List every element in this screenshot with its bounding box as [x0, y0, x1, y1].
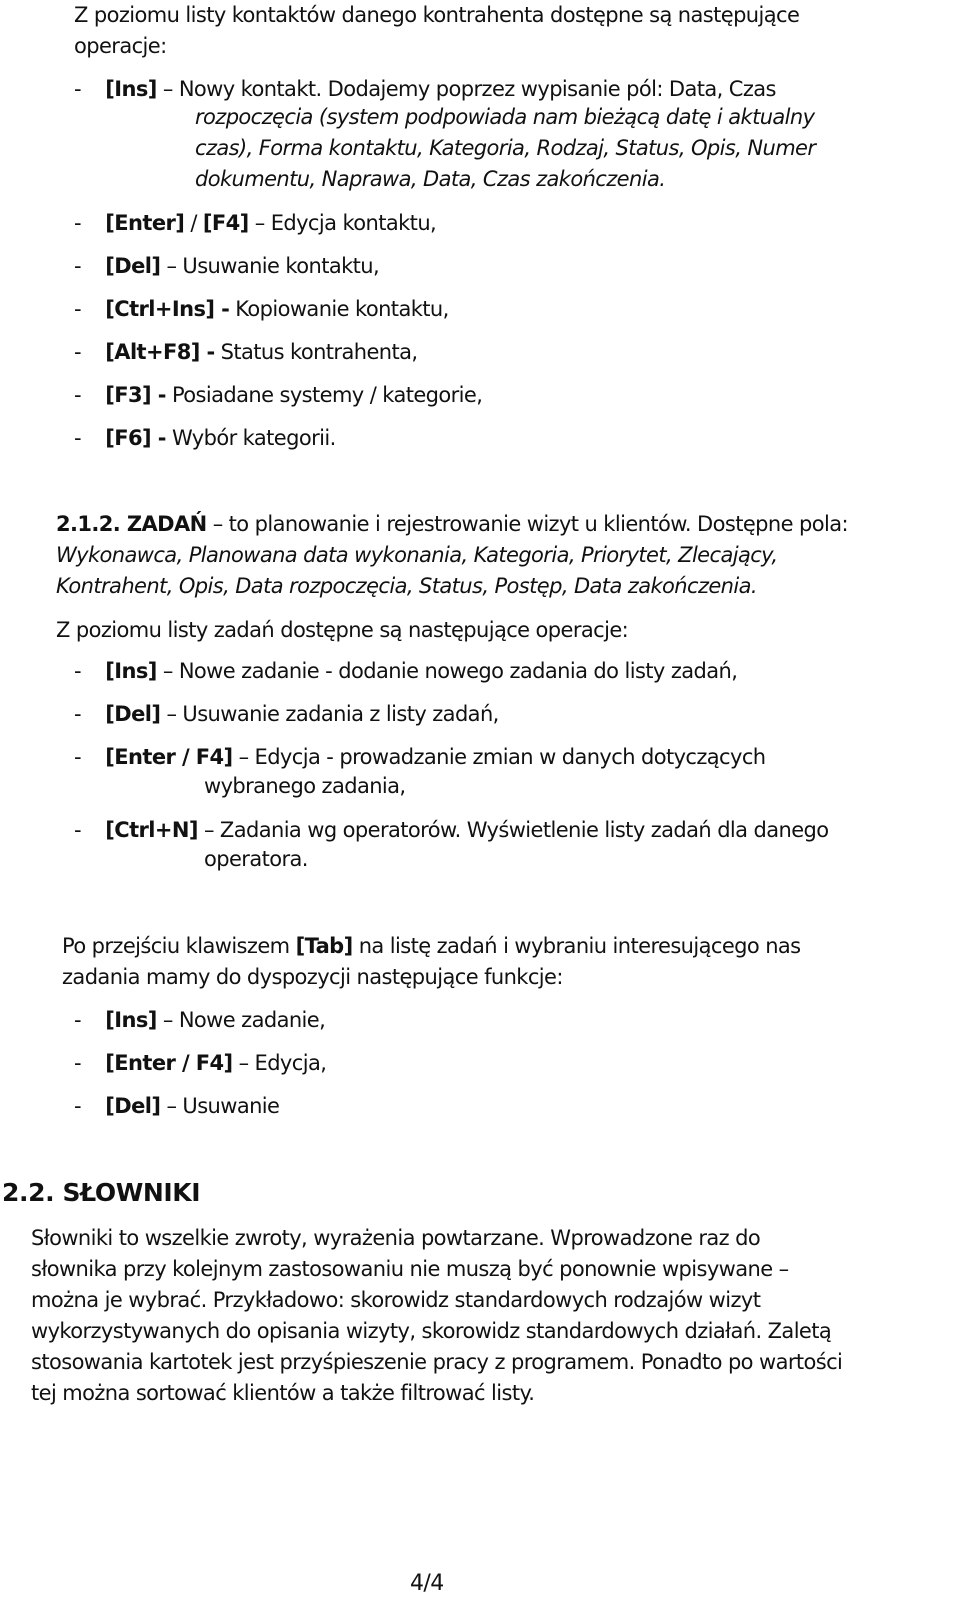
- key-del: [Del]: [105, 1094, 161, 1118]
- op-text: Status kontrahenta,: [220, 340, 418, 364]
- key-alt-f8: [Alt+F8] -: [105, 340, 215, 364]
- tasks-heading: 2.1.2. ZADAŃ: [56, 512, 207, 536]
- op-text: – Nowy kontakt. Dodajemy poprzez wypisanie pól: Data, Czas: [162, 77, 776, 101]
- bullet-dash: -: [74, 702, 81, 726]
- task-op-enter-f4-cont: wybranego zadania,: [204, 774, 406, 798]
- dict-line-6: tej można sortować klientów a także filtrować listy.: [31, 1381, 535, 1405]
- contact-ins-cont-1: rozpoczęcia (system podpowiada nam bieżącą datę i aktualny: [195, 105, 815, 129]
- op-text: – Usuwanie zadania z listy zadań,: [166, 702, 499, 726]
- func-text: – Edycja,: [238, 1051, 327, 1075]
- key-ctrl-ins: [Ctrl+Ins] -: [105, 297, 230, 321]
- func-del: [74, 1091, 279, 1121]
- key-del: [Del]: [105, 254, 161, 278]
- task-op-del: [74, 699, 499, 729]
- op-text: Wybór kategorii.: [171, 426, 336, 450]
- contact-ins-cont-3: dokumentu, Naprawa, Data, Czas zakończenia.: [195, 167, 666, 191]
- key-enter-f4: [Enter / F4]: [105, 1051, 233, 1075]
- bullet-dash: -: [74, 297, 81, 321]
- task-op-ctrl-n: [74, 815, 829, 845]
- key-enter-f4: [Enter / F4]: [105, 745, 233, 769]
- dict-heading: 2.2. SŁOWNIKI: [2, 1178, 201, 1207]
- contact-op-enter: [74, 208, 436, 238]
- key-del: [Del]: [105, 702, 161, 726]
- op-text: Posiadane systemy / kategorie,: [171, 383, 483, 407]
- contact-op-f3: [74, 380, 482, 410]
- func-ins: [74, 1005, 325, 1035]
- task-op-ins: [74, 656, 737, 686]
- contact-op-f6: [74, 423, 336, 453]
- tasks-heading-rest: – to planowanie i rejestrowanie wizyt u klientów. Dostępne pola:: [212, 512, 848, 536]
- bullet-dash: -: [74, 1094, 81, 1118]
- func-text: – Usuwanie: [166, 1094, 280, 1118]
- dict-line-5: stosowania kartotek jest przyśpieszenie pracy z programem. Ponadto po wartości: [31, 1350, 843, 1374]
- key-ctrl-n: [Ctrl+N]: [105, 818, 198, 842]
- key-ins: [Ins]: [105, 1008, 157, 1032]
- func-text: – Nowe zadanie,: [162, 1008, 326, 1032]
- contact-op-alt-f8: [74, 337, 417, 367]
- tab-line-1: [62, 931, 801, 961]
- key-enter: [Enter]: [105, 211, 185, 235]
- bullet-dash: -: [74, 1051, 81, 1075]
- contacts-intro-line-2: operacje:: [74, 34, 167, 58]
- tab-line-1-start: Po przejściu klawiszem: [62, 934, 290, 958]
- dict-line-4: wykorzystywanych do opisania wizyty, skorowidz standardowych działań. Zaletą: [31, 1319, 832, 1343]
- task-op-enter-f4: [74, 742, 766, 772]
- key-tab: [Tab]: [295, 934, 353, 958]
- contact-op-del: [74, 251, 379, 281]
- op-text: Kopiowanie kontaktu,: [235, 297, 449, 321]
- key-f6: [F6] -: [105, 426, 166, 450]
- task-op-ctrl-n-cont: operatora.: [204, 847, 308, 871]
- contacts-intro-line-1: Z poziomu listy kontaktów danego kontrahenta dostępne są następujące: [74, 3, 800, 27]
- dict-line-1: Słowniki to wszelkie zwroty, wyrażenia powtarzane. Wprowadzone raz do: [31, 1226, 761, 1250]
- bullet-dash: -: [74, 818, 81, 842]
- func-enter-f4: [74, 1048, 326, 1078]
- bullet-dash: -: [74, 1008, 81, 1032]
- tab-line-1-end: na listę zadań i wybraniu interesującego nas: [358, 934, 801, 958]
- tasks-fields-line-1: Wykonawca, Planowana data wykonania, Kategoria, Priorytet, Zlecający,: [56, 543, 778, 567]
- bullet-dash: -: [74, 254, 81, 278]
- tasks-ops-intro: Z poziomu listy zadań dostępne są następujące operacje:: [56, 618, 629, 642]
- bullet-dash: -: [74, 659, 81, 683]
- tasks-heading-line: [56, 509, 848, 539]
- key-separator: /: [190, 211, 197, 235]
- bullet-dash: -: [74, 426, 81, 450]
- key-ins: [Ins]: [105, 659, 157, 683]
- tasks-fields-line-2: Kontrahent, Opis, Data rozpoczęcia, Status, Postęp, Data zakończenia.: [56, 574, 757, 598]
- bullet-dash: -: [74, 77, 81, 101]
- key-f3: [F3] -: [105, 383, 166, 407]
- op-text: – Zadania wg operatorów. Wyświetlenie listy zadań dla danego: [203, 818, 829, 842]
- bullet-dash: -: [74, 211, 81, 235]
- key-f4: [F4]: [202, 211, 249, 235]
- bullet-dash: -: [74, 745, 81, 769]
- op-text: – Nowe zadanie - dodanie nowego zadania do listy zadań,: [162, 659, 738, 683]
- contact-op-ctrl-ins: [74, 294, 449, 324]
- bullet-dash: -: [74, 383, 81, 407]
- key-ins: [Ins]: [105, 77, 157, 101]
- op-text: – Usuwanie kontaktu,: [166, 254, 380, 278]
- page-number: 4/4: [410, 1571, 444, 1596]
- contact-ins-cont-2: czas), Forma kontaktu, Kategoria, Rodzaj, Status, Opis, Numer: [195, 136, 816, 160]
- op-text: – Edycja - prowadzanie zmian w danych dotyczących: [238, 745, 766, 769]
- dict-line-2: słownika przy kolejnym zastosowaniu nie muszą być ponownie wpisywane –: [31, 1257, 789, 1281]
- bullet-dash: -: [74, 340, 81, 364]
- contact-op-ins: [74, 74, 776, 104]
- op-text: – Edycja kontaktu,: [254, 211, 437, 235]
- dict-line-3: można je wybrać. Przykładowo: skorowidz standardowych rodzajów wizyt: [31, 1288, 761, 1312]
- tab-line-2: zadania mamy do dyspozycji następujące funkcje:: [62, 965, 563, 989]
